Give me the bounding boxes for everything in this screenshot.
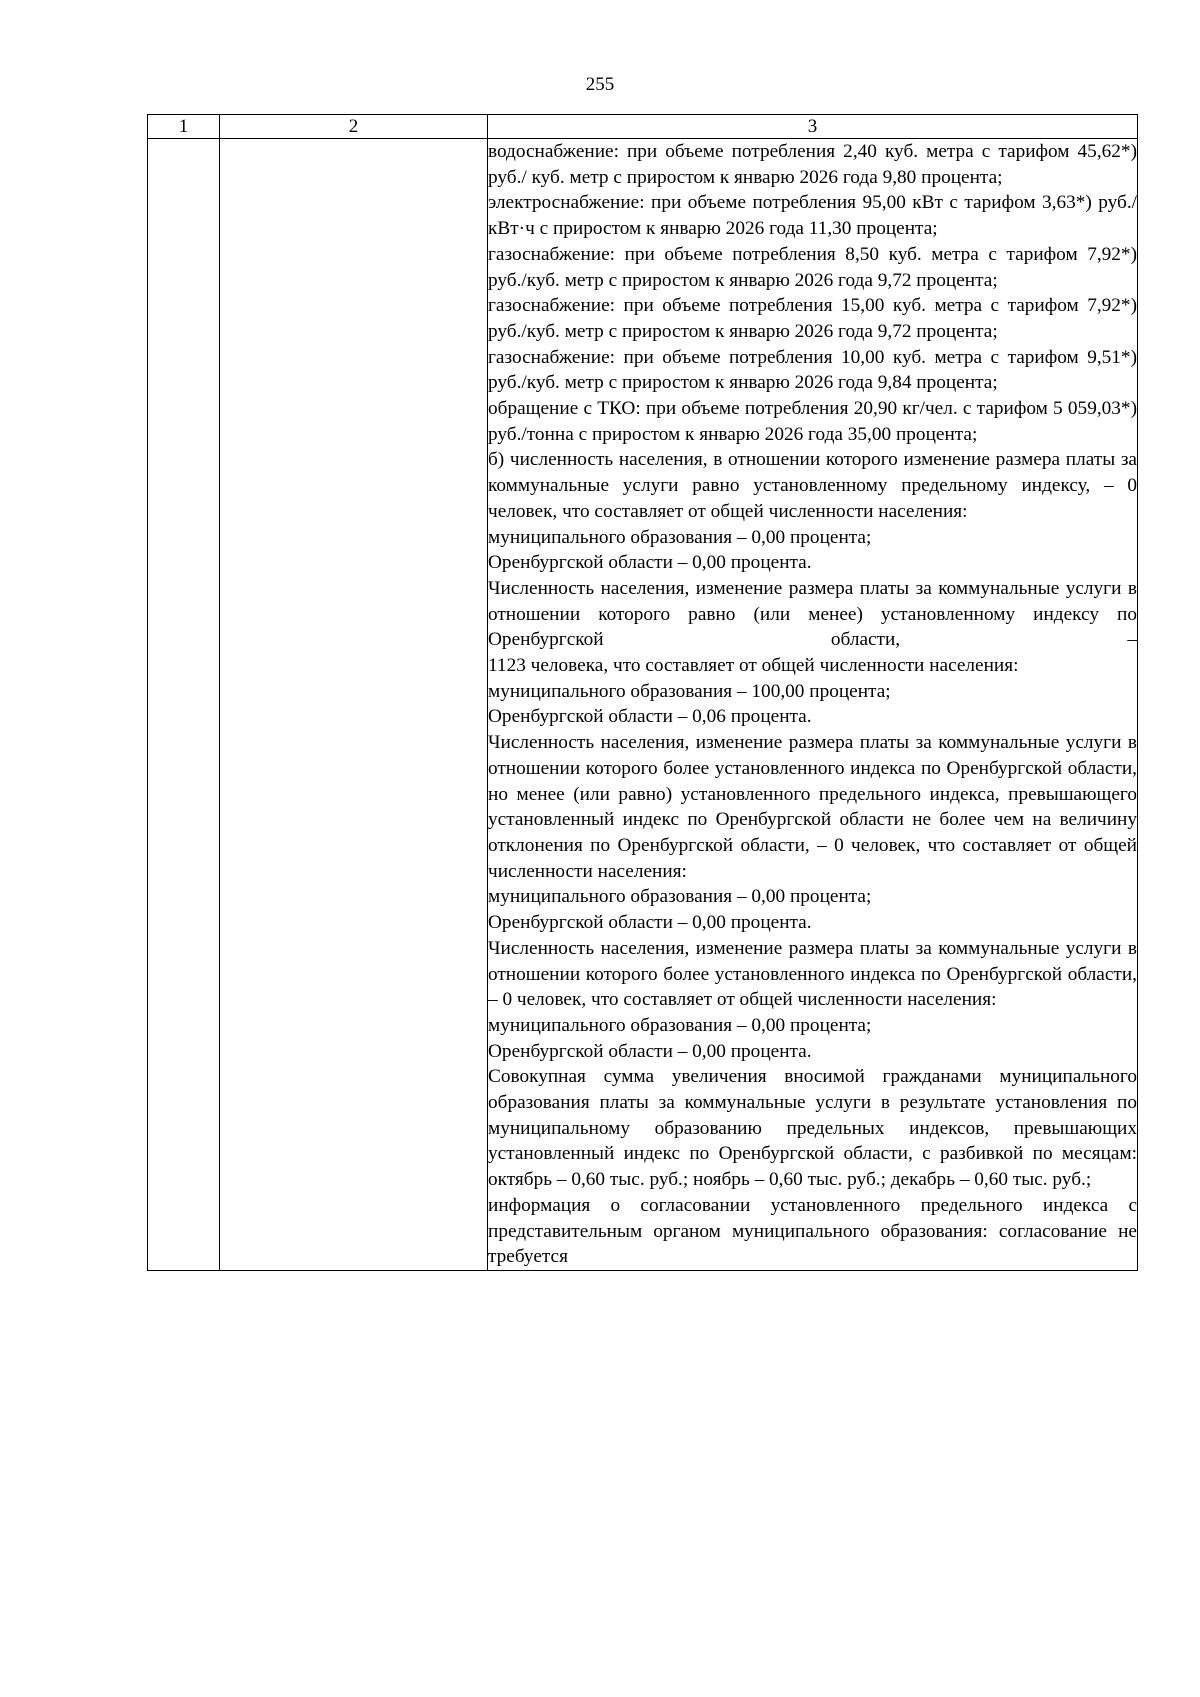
paragraph-total-increase: Совокупная сумма увеличения вносимой гражданами муниципального образования платы за коммунальные услуги в результате установления по муниципальному образованию предельных индексов, превышающих установленный индекс по Оренбургской области, с разбивкой по месяцам: октябрь – 0,60 тыс. руб.; ноябрь – 0,60 тыс. руб.; декабрь – 0,60 тыс. руб.; (488, 1066, 1137, 1191)
paragraph-gas-supply-1: газоснабжение: при объеме потребления 8,50 куб. метра с тарифом 7,92*) руб./куб. метр с приростом к январю 2026 года 9,72 процента; (488, 243, 1137, 291)
column-header-3: 3 (488, 115, 1138, 139)
paragraph-population-count: 1123 человека, что составляет от общей численности населения: (488, 655, 1019, 677)
paragraph-population-equal-limit: б) численность населения, в отношении которого изменение размера платы за коммунальные услуги равно установленному предельному индексу, – 0 человек, что составляет от общей численности населения: (488, 449, 1137, 522)
paragraph-water-supply: водоснабжение: при объеме потребления 2,40 куб. метра с тарифом 45,62*) руб./ куб. метр с приростом к январю 2026 года 9,80 процента; (488, 141, 1137, 188)
paragraph-agreement-info: информация о согласовании установленного предельного индекса с представительным органом муниципального образования: согласование не требуется (488, 1194, 1137, 1268)
paragraph-gas-supply-3: газоснабжение: при объеме потребления 10,00 куб. метра с тарифом 9,51*) руб./куб. метр с приростом к январю 2026 года 9,84 процента; (488, 346, 1137, 394)
page-number: 255 (585, 74, 615, 95)
paragraph-population-above-index: Численность населения, изменение размера платы за коммунальные услуги в отношении которого более установленного индекса по Оренбургской области, но менее (или равно) установленного предельного индекса, превышающего установленный индекс по Оренбургской области не более чем на величину отклонения по Оренбургской области, – 0 человек, что составляет от общей численности населения: (488, 732, 1137, 882)
paragraph-municipal-share-2: муниципального образования – 100,00 процента; (488, 680, 891, 702)
paragraph-region-share-2: Оренбургской области – 0,06 процента. (488, 706, 812, 728)
paragraph-waste-management: обращение с ТКО: при объеме потребления 20,90 кг/чел. с тарифом 5 059,03*) руб./тонна с приростом к январю 2026 года 35,00 процента; (488, 398, 1137, 445)
paragraph-gas-supply-2: газоснабжение: при объеме потребления 15,00 куб. метра с тарифом 7,92*) руб./куб. метр с приростом к январю 2026 года 9,72 процента; (488, 295, 1137, 342)
column-1-cell (148, 139, 220, 1271)
paragraph-municipal-share-3: муниципального образования – 0,00 процента; (488, 886, 872, 908)
paragraph-population-equal-or-less: Численность населения, изменение размера платы за коммунальные услуги в отношении которого равно (или менее) установленному индексу по Оренбургской области, – (488, 577, 1137, 651)
paragraph-region-share-1: Оренбургской области – 0,00 процента. (488, 552, 812, 574)
column-header-2: 2 (220, 115, 488, 139)
paragraph-municipal-share-1: муниципального образования – 0,00 процента; (488, 526, 872, 548)
table-body-row (148, 139, 1138, 1271)
paragraph-municipal-share-4: муниципального образования – 0,00 процента; (488, 1014, 872, 1036)
column-3-cell (488, 139, 1138, 1271)
paragraph-electricity-supply: электроснабжение: при объеме потребления 95,00 кВт с тарифом 3,63*) руб./кВт·ч с приростом к январю 2026 года 11,30 процента; (488, 192, 1137, 240)
table-header-row (148, 115, 1138, 139)
paragraph-region-share-3: Оренбургской области – 0,00 процента. (488, 912, 812, 934)
column-2-cell (220, 139, 488, 1271)
document-table (147, 114, 1138, 1271)
paragraph-population-more-than-index: Численность населения, изменение размера платы за коммунальные услуги в отношении которого более установленного индекса по Оренбургской области, – 0 человек, что составляет от общей численности населения: (488, 937, 1137, 1011)
paragraph-region-share-4: Оренбургской области – 0,00 процента. (488, 1040, 812, 1062)
column-header-1: 1 (148, 115, 220, 139)
